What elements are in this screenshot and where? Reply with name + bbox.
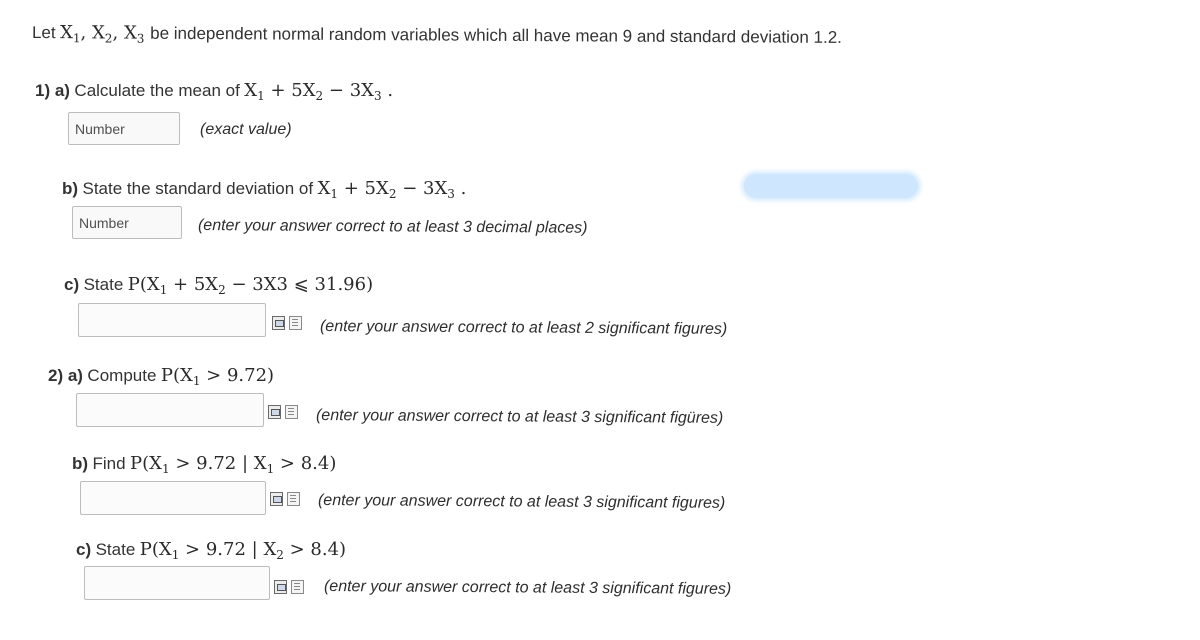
question-label: 1) a) [35, 81, 70, 100]
hint-1b: (enter your answer correct to at least 3 decimal places) [197, 217, 588, 237]
math-expression: $P(X_1 > 9.72)$ [160, 365, 275, 388]
answer-tools-2a [268, 405, 298, 419]
intro-let: Let [31, 23, 56, 43]
question-label: b) [62, 179, 79, 198]
question-prompt: State [95, 540, 136, 559]
notes-icon[interactable] [291, 580, 304, 594]
answer-input-2b[interactable] [80, 481, 266, 515]
question-prompt: Calculate the mean of [74, 81, 240, 100]
question-1a [35, 80, 393, 103]
equation-editor-icon[interactable] [270, 492, 283, 506]
answer-tools-2c [274, 580, 304, 594]
question-label: c) [64, 275, 80, 294]
answer-input-2a[interactable] [76, 393, 264, 427]
equation-editor-icon[interactable] [268, 405, 281, 419]
hint-2a: (enter your answer correct to at least 3 significant figüres) [315, 407, 724, 427]
intro-line [32, 22, 842, 50]
math-expression: $X_1 + 5X_2 - 3X_3$ . [317, 178, 467, 201]
equation-editor-icon[interactable] [274, 580, 287, 594]
answer-tools-1c [272, 316, 302, 330]
question-2a [48, 365, 274, 388]
answer-input-2c[interactable] [84, 566, 270, 600]
question-prompt: Compute [87, 366, 157, 385]
question-1c [64, 274, 373, 297]
intro-text: be independent normal random variables which all have mean 9 and standard deviation 1.2. [150, 23, 843, 47]
question-2c [76, 539, 346, 562]
equation-editor-icon[interactable] [272, 316, 285, 330]
hint-1c: (enter your answer correct to at least 2 significant figures) [319, 318, 728, 338]
question-label: b) [72, 454, 89, 473]
answer-input-1b[interactable] [72, 206, 182, 239]
math-expression: $P(X_1 > 9.72$ | $X_2 > 8.4$) [139, 539, 347, 562]
question-prompt: Find [92, 454, 126, 473]
answer-input-1a[interactable] [68, 112, 180, 145]
hint-2b: (enter your answer correct to at least 3 significant figures) [317, 492, 726, 512]
question-1b [62, 178, 466, 201]
notes-icon[interactable] [289, 316, 302, 330]
hint-1a: (exact value) [200, 121, 292, 138]
highlight-bar [744, 174, 918, 198]
math-expression: $P(X_1 + 5X_2 - 3X3$ ⩽ 31.96) [127, 274, 374, 297]
math-expression: $X_1 + 5X_2 - 3X_3$ . [244, 80, 394, 103]
question-label: 2) a) [48, 366, 83, 385]
question-label: c) [76, 540, 92, 559]
question-prompt: State [83, 275, 124, 294]
intro-variables: $X_1$, $X_2$, $X_3$ [60, 22, 145, 46]
answer-tools-2b [270, 492, 300, 506]
question-prompt: State the standard deviation of [82, 179, 314, 198]
hint-2c: (enter your answer correct to at least 3 significant figures) [323, 578, 732, 598]
question-2b [72, 453, 336, 476]
notes-icon[interactable] [285, 405, 298, 419]
math-expression: $P(X_1 > 9.72$ | $X_1 > 8.4$) [130, 453, 337, 476]
notes-icon[interactable] [287, 492, 300, 506]
answer-input-1c[interactable] [78, 303, 266, 337]
